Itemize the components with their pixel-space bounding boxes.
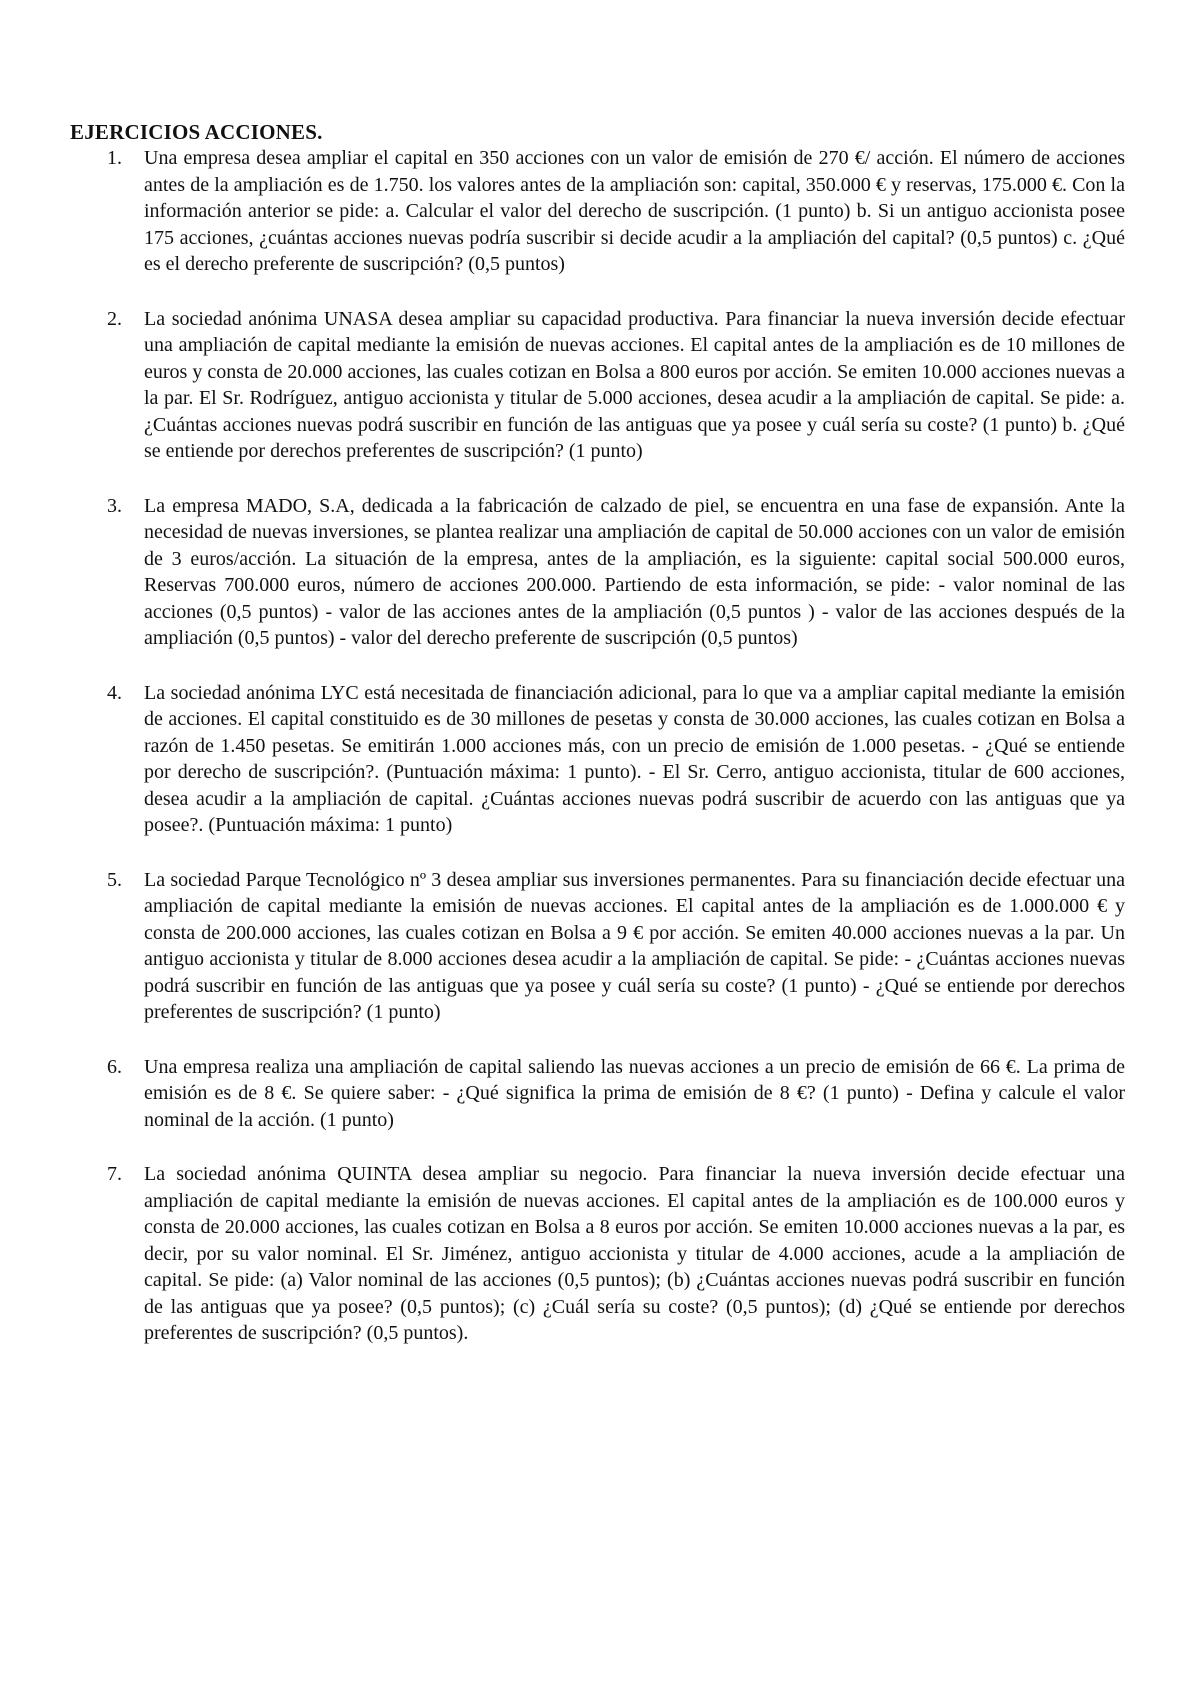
exercise-text: Una empresa desea ampliar el capital en 350 acciones con un valor de emisión de 270 €/ acción. El número de acciones antes de la ampliación es de 1.750. los valores antes de la ampliación son: capital, 350.000 € y reservas, 175.000 €. Con la información anterior se pide: a. Calcular el valor del derecho de suscripción. (1 punto) b. Si un antiguo accionista posee 175 acciones, ¿cuántas acciones nuevas podría suscribir si decide acudir a la ampliación del capital? (0,5 puntos) c. ¿Qué es el derecho preferente de suscripción? (0,5 puntos) — [144, 147, 1125, 275]
document-title: EJERCICIOS ACCIONES. — [70, 120, 323, 144]
exercise-number: 1. — [107, 147, 122, 169]
exercise-text: La sociedad anónima LYC está necesitada de financiación adicional, para lo que va a ampliar capital mediante la emisión de acciones. El capital constituido es de 30 millones de pesetas y consta de 30.000 acciones, las cuales cotizan en Bolsa a razón de 1.450 pesetas. Se emitirán 1.000 acciones más, con un precio de emisión de 1.000 pesetas. - ¿Qué se entiende por derecho de suscripción?. (Puntuación máxima: 1 punto). - El Sr. Cerro, antiguo accionista, titular de 600 acciones, desea acudir a la ampliación de capital. ¿Cuántas acciones nuevas podrá suscribir de acuerdo con las antiguas que ya posee?. (Puntuación máxima: 1 punto) — [144, 681, 1125, 836]
exercise-item-4 — [70, 680, 1125, 839]
exercise-item-3 — [70, 493, 1125, 652]
exercise-text: La sociedad Parque Tecnológico nº 3 desea ampliar sus inversiones permanentes. Para su financiación decide efectuar una ampliación de capital mediante la emisión de nuevas acciones. El capital antes de la ampliación es de 1.000.000 € y consta de 200.000 acciones, las cuales cotizan en Bolsa a 9 € por acción. Se emiten 40.000 acciones nuevas a la par. Un antiguo accionista y titular de 8.000 acciones desea acudir a la ampliación de capital. Se pide: - ¿Cuántas acciones nuevas podrá suscribir en función de las antiguas que ya posee y cuál sería su coste? (1 punto) - ¿Qué se entiende por derechos preferentes de suscripción? (1 punto) — [144, 868, 1125, 1023]
exercise-item-2 — [70, 306, 1125, 465]
exercise-item-6 — [70, 1054, 1125, 1134]
exercise-item-5 — [70, 867, 1125, 1026]
exercise-number: 7. — [107, 1163, 122, 1185]
exercise-number: 6. — [107, 1055, 122, 1078]
exercise-list — [70, 145, 1125, 1375]
exercise-number: 4. — [107, 681, 122, 704]
exercise-item-7 — [70, 1161, 1125, 1347]
exercise-number: 2. — [107, 307, 122, 330]
exercise-text: La empresa MADO, S.A, dedicada a la fabricación de calzado de piel, se encuentra en una fase de expansión. Ante la necesidad de nuevas inversiones, se plantea realizar una ampliación de capital de 50.000 acciones con un valor de emisión de 3 euros/acción. La situación de la empresa, antes de la ampliación, es la siguiente: capital social 500.000 euros, Reservas 700.000 euros, número de acciones 200.000. Partiendo de esta información, se pide: - valor nominal de las acciones (0,5 puntos) - valor de las acciones antes de la ampliación (0,5 puntos ) - valor de las acciones después de la ampliación (0,5 puntos) - valor del derecho preferente de suscripción (0,5 puntos) — [144, 494, 1125, 649]
exercise-text: Una empresa realiza una ampliación de capital saliendo las nuevas acciones a un precio de emisión de 66 €. La prima de emisión es de 8 €. Se quiere saber: - ¿Qué significa la prima de emisión de 8 €? (1 punto) - Defina y calcule el valor nominal de la acción. (1 punto) — [144, 1055, 1125, 1131]
exercise-text: La sociedad anónima QUINTA desea ampliar su negocio. Para financiar la nueva inversión decide efectuar una ampliación de capital mediante la emisión de nuevas acciones. El capital antes de la ampliación es de 100.000 euros y consta de 20.000 acciones, las cuales cotizan en Bolsa a 8 euros por acción. Se emiten 10.000 acciones nuevas a la par, es decir, por su valor nominal. El Sr. Jiménez, antiguo accionista y titular de 4.000 acciones, acude a la ampliación de capital. Se pide: (a) Valor nominal de las acciones (0,5 puntos); (b) ¿Cuántas acciones nuevas podrá suscribir en función de las antiguas que ya posee? (0,5 puntos); (c) ¿Cuál sería su coste? (0,5 puntos); (d) ¿Qué se entiende por derechos preferentes de suscripción? (0,5 puntos). — [144, 1163, 1125, 1344]
exercise-item-1 — [70, 145, 1125, 278]
exercise-number: 5. — [107, 868, 122, 891]
exercise-text: La sociedad anónima UNASA desea ampliar su capacidad productiva. Para financiar la nueva inversión decide efectuar una ampliación de capital mediante la emisión de nuevas acciones. El capital antes de la ampliación es de 10 millones de euros y consta de 20.000 acciones, las cuales cotizan en Bolsa a 800 euros por acción. Se emiten 10.000 acciones nuevas a la par. El Sr. Rodríguez, antiguo accionista y titular de 5.000 acciones, desea acudir a la ampliación de capital. Se pide: a. ¿Cuántas acciones nuevas podrá suscribir en función de las antiguas que ya posee y cuál sería su coste? (1 punto) b. ¿Qué se entiende por derechos preferentes de suscripción? (1 punto) — [144, 307, 1125, 462]
exercise-number: 3. — [107, 494, 122, 517]
